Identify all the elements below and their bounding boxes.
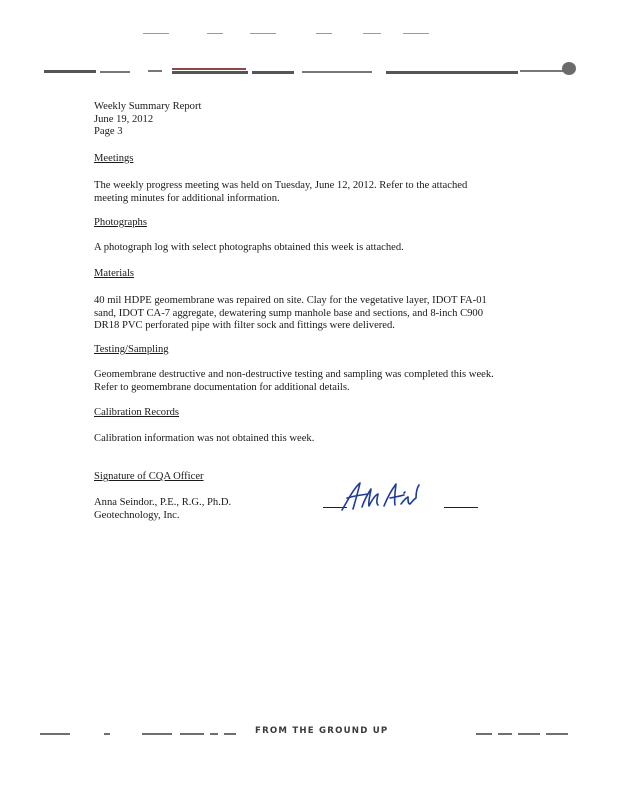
section-testing xyxy=(94,344,524,357)
paragraph-line: meeting minutes for additional information. xyxy=(94,192,280,204)
page-number: Page 3 xyxy=(94,126,123,138)
paragraph-line: The weekly progress meeting was held on Tuesday, June 12, 2012. Refer to the attached xyxy=(94,180,468,191)
section-testing-text xyxy=(94,369,524,394)
section-photographs xyxy=(94,217,524,230)
header-dash-marks xyxy=(0,33,618,35)
section-materials xyxy=(94,268,524,281)
signatory-name: Anna Seindor., P.E., R.G., Ph.D. xyxy=(94,497,232,508)
header-rule xyxy=(0,64,618,76)
paragraph-line: 40 mil HDPE geomembrane was repaired on site. Clay for the vegetative layer, IDOT FA-01 xyxy=(94,295,487,306)
report-date: June 19, 2012 xyxy=(94,113,154,125)
footer-bar xyxy=(0,722,618,744)
report-title: Weekly Summary Report xyxy=(94,101,202,112)
section-meetings xyxy=(94,153,524,166)
section-heading: Photographs xyxy=(94,217,147,228)
section-meetings-text xyxy=(94,180,524,205)
section-materials-text xyxy=(94,295,524,333)
signature-heading-block xyxy=(94,471,524,484)
section-calibration xyxy=(94,407,524,420)
report-header xyxy=(94,101,524,139)
header-rule-endcap xyxy=(562,62,576,75)
section-photographs-text xyxy=(94,242,524,255)
handwritten-signature xyxy=(338,480,424,512)
signature-line-right xyxy=(444,507,478,508)
section-heading: Meetings xyxy=(94,153,134,164)
paragraph-line: Refer to geomembrane documentation for additional details. xyxy=(94,381,350,393)
footer-tagline: FROM THE GROUND UP xyxy=(255,726,389,736)
paragraph-line: Calibration information was not obtained this week. xyxy=(94,433,315,444)
paragraph-line: A photograph log with select photographs obtained this week is attached. xyxy=(94,242,404,253)
section-heading: Testing/Sampling xyxy=(94,344,169,355)
section-heading: Calibration Records xyxy=(94,407,180,418)
section-calibration-text xyxy=(94,433,524,446)
paragraph-line: Geomembrane destructive and non-destructive testing and sampling was completed this week. xyxy=(94,369,494,380)
signature-heading: Signature of CQA Officer xyxy=(94,471,204,482)
paragraph-line: sand, IDOT CA-7 aggregate, dewatering sump manhole base and sections, and 8-inch C900 xyxy=(94,307,484,319)
signatory-company: Geotechnology, Inc. xyxy=(94,509,180,521)
paragraph-line: DR18 PVC perforated pipe with filter sock and fittings were delivered. xyxy=(94,320,395,332)
section-heading: Materials xyxy=(94,268,135,279)
signatory-block xyxy=(94,497,524,522)
